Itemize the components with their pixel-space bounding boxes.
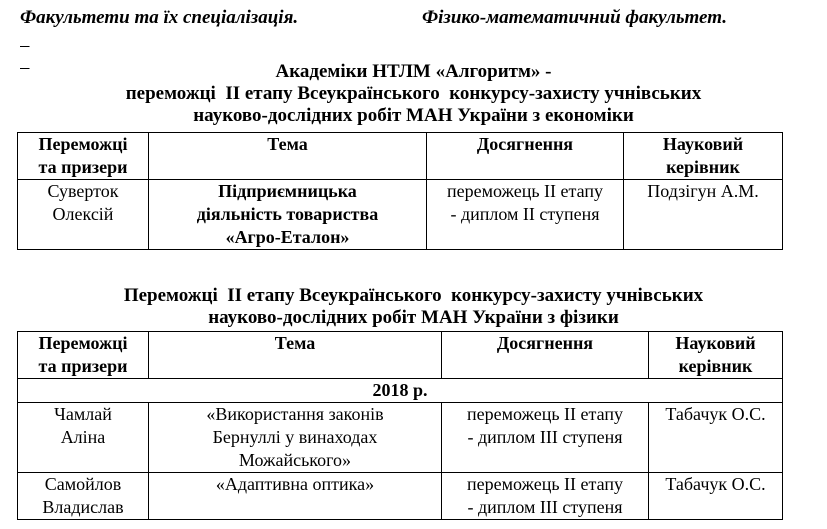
- section2-heading-line: науково-дослідних робіт МАН України з фізики: [208, 307, 619, 328]
- table-row: [18, 180, 783, 250]
- section2-heading-line: Переможці ІІ етапу Всеукраїнського конкурсу-захисту учнівських: [123, 285, 704, 306]
- achievement-line: переможець ІІ етапу: [446, 181, 604, 201]
- page-header: [20, 7, 782, 29]
- table-row: [18, 473, 783, 520]
- header-text: Науковий: [675, 333, 756, 353]
- column-header-winners: [18, 332, 149, 379]
- header-text: Досягнення: [496, 333, 594, 353]
- achievement-cell: [442, 403, 649, 473]
- header-text: Досягнення: [476, 134, 574, 154]
- header-text: керівник: [678, 356, 753, 376]
- topic-line: Можайського»: [238, 450, 352, 470]
- header-text: та призери: [38, 356, 128, 376]
- header-text: Тема: [274, 333, 316, 353]
- section1-heading-line: Академіки НТЛМ «Алгоритм» -: [275, 61, 552, 82]
- section1-heading-line: науково-дослідних робіт МАН України з економіки: [193, 105, 634, 126]
- table-header-row: [18, 133, 783, 180]
- section1-heading-line: переможці ІІ етапу Всеукраїнського конкурсу-захисту учнівських: [125, 83, 702, 104]
- column-header-supervisor: [624, 133, 783, 180]
- header-text: та призери: [38, 157, 128, 177]
- winner-name-line: Чамлай: [54, 404, 112, 424]
- winner-name-line: Владислав: [42, 497, 124, 517]
- table-header-row: [18, 332, 783, 379]
- column-header-winners: [18, 133, 149, 180]
- supervisor-cell: Подзігун А.М.: [624, 180, 783, 250]
- topic-cell: [149, 403, 442, 473]
- achievement-cell: [442, 473, 649, 520]
- column-header-topic: [149, 332, 442, 379]
- topic-cell: [149, 473, 442, 520]
- winner-name-line: Олексій: [52, 204, 114, 224]
- topic-cell: [149, 180, 427, 250]
- header-text: Науковий: [662, 134, 744, 154]
- topic-line: «Використання законів: [206, 404, 384, 424]
- supervisor-cell: Табачук О.С.: [649, 473, 783, 520]
- header-text: Тема: [267, 134, 308, 154]
- winner-cell: [18, 403, 149, 473]
- winner-cell: [18, 180, 149, 250]
- column-header-supervisor: [649, 332, 783, 379]
- year-label: 2018 р.: [18, 379, 783, 403]
- header-faculty-name: Фізико-математичний факультет.: [422, 7, 727, 28]
- column-header-topic: [149, 133, 427, 180]
- physics-winners-table: [17, 331, 783, 520]
- topic-line: «Адаптивна оптика»: [215, 474, 375, 494]
- winner-name-line: Аліна: [60, 427, 106, 447]
- supervisor-cell: Табачук О.С.: [649, 403, 783, 473]
- achievement-line: - диплом ІІІ ступеня: [467, 497, 623, 517]
- section2-heading: [0, 285, 827, 329]
- topic-line: Підприємницька: [218, 181, 357, 201]
- header-text: керівник: [666, 157, 740, 177]
- year-row: [18, 379, 783, 403]
- topic-line: діяльність товариства: [196, 204, 379, 224]
- header-text: Переможці: [38, 333, 128, 353]
- economics-winners-table: [17, 132, 783, 250]
- column-header-achievement: [442, 332, 649, 379]
- achievement-cell: [427, 180, 624, 250]
- topic-line: Бернуллі у винаходах: [212, 427, 378, 447]
- table-row: [18, 403, 783, 473]
- winner-name-line: Самойлов: [44, 474, 122, 494]
- header-text: Переможці: [38, 134, 128, 154]
- achievement-line: переможець ІІ етапу: [466, 474, 624, 494]
- achievement-line: переможець ІІ етапу: [466, 404, 624, 424]
- winner-name-line: Суверток: [47, 181, 119, 201]
- achievement-line: - диплом ІІ ступеня: [450, 204, 600, 224]
- header-section-name: Факультети та їх спеціалізація.: [20, 7, 299, 28]
- section1-heading: [0, 61, 827, 127]
- winner-cell: [18, 473, 149, 520]
- topic-line: «Агро-Еталон»: [225, 227, 350, 247]
- achievement-line: - диплом ІІІ ступеня: [467, 427, 623, 447]
- column-header-achievement: [427, 133, 624, 180]
